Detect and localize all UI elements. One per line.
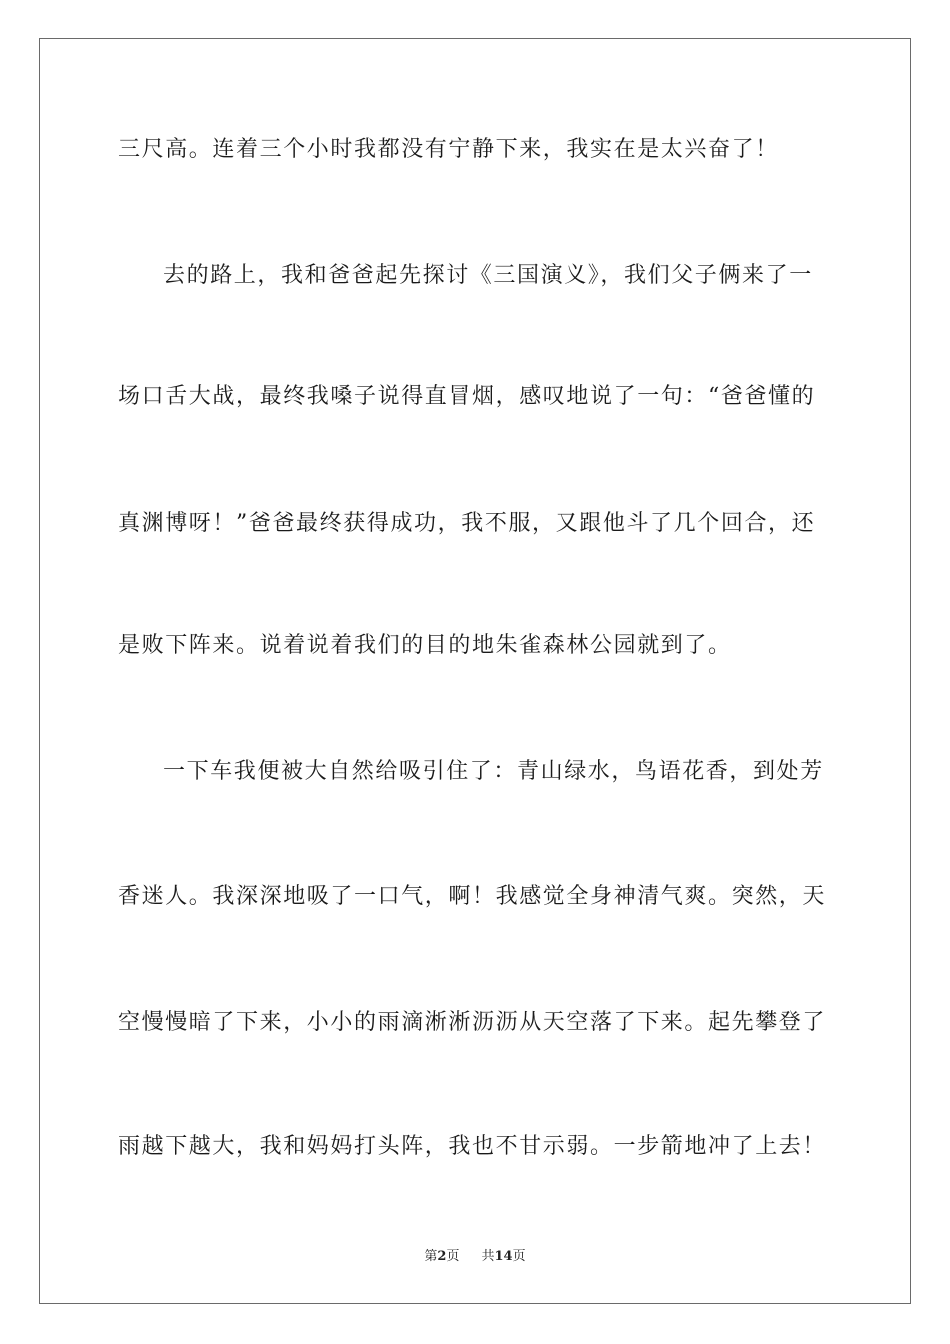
text-line: 去的路上，我和爸爸起先探讨《三国演义》，我们父子俩来了一	[163, 263, 813, 288]
text-line: 是败下阵来。说着说着我们的目的地朱雀森林公园就到了。	[118, 633, 732, 658]
total-pages: 14	[494, 1249, 513, 1264]
text-line: 场口舌大战，最终我嗓子说得直冒烟，感叹地说了一句：“爸爸懂的	[118, 384, 816, 409]
page-footer	[0, 1248, 950, 1266]
total-prefix: 共	[481, 1249, 495, 1264]
text-line: 三尺高。连着三个小时我都没有宁静下来，我实在是太兴奋了！	[118, 137, 779, 162]
text-line: 空慢慢暗了下来，小小的雨滴淅淅沥沥从天空落了下来。起先攀登了	[118, 1010, 827, 1035]
page-suffix: 页	[446, 1249, 460, 1264]
page-border	[39, 38, 911, 1304]
page-prefix: 第	[424, 1249, 438, 1264]
page-number: 2	[437, 1249, 447, 1264]
total-suffix: 页	[512, 1249, 526, 1264]
text-line: 真渊博呀！”爸爸最终获得成功，我不服，又跟他斗了几个回合，还	[118, 511, 816, 536]
text-line: 一下车我便被大自然给吸引住了：青山绿水，鸟语花香，到处芳	[163, 759, 824, 784]
text-line: 雨越下越大，我和妈妈打头阵，我也不甘示弱。一步箭地冲了上去！	[118, 1134, 827, 1159]
text-line: 香迷人。我深深地吸了一口气，啊！我感觉全身神清气爽。突然，天	[118, 884, 827, 909]
